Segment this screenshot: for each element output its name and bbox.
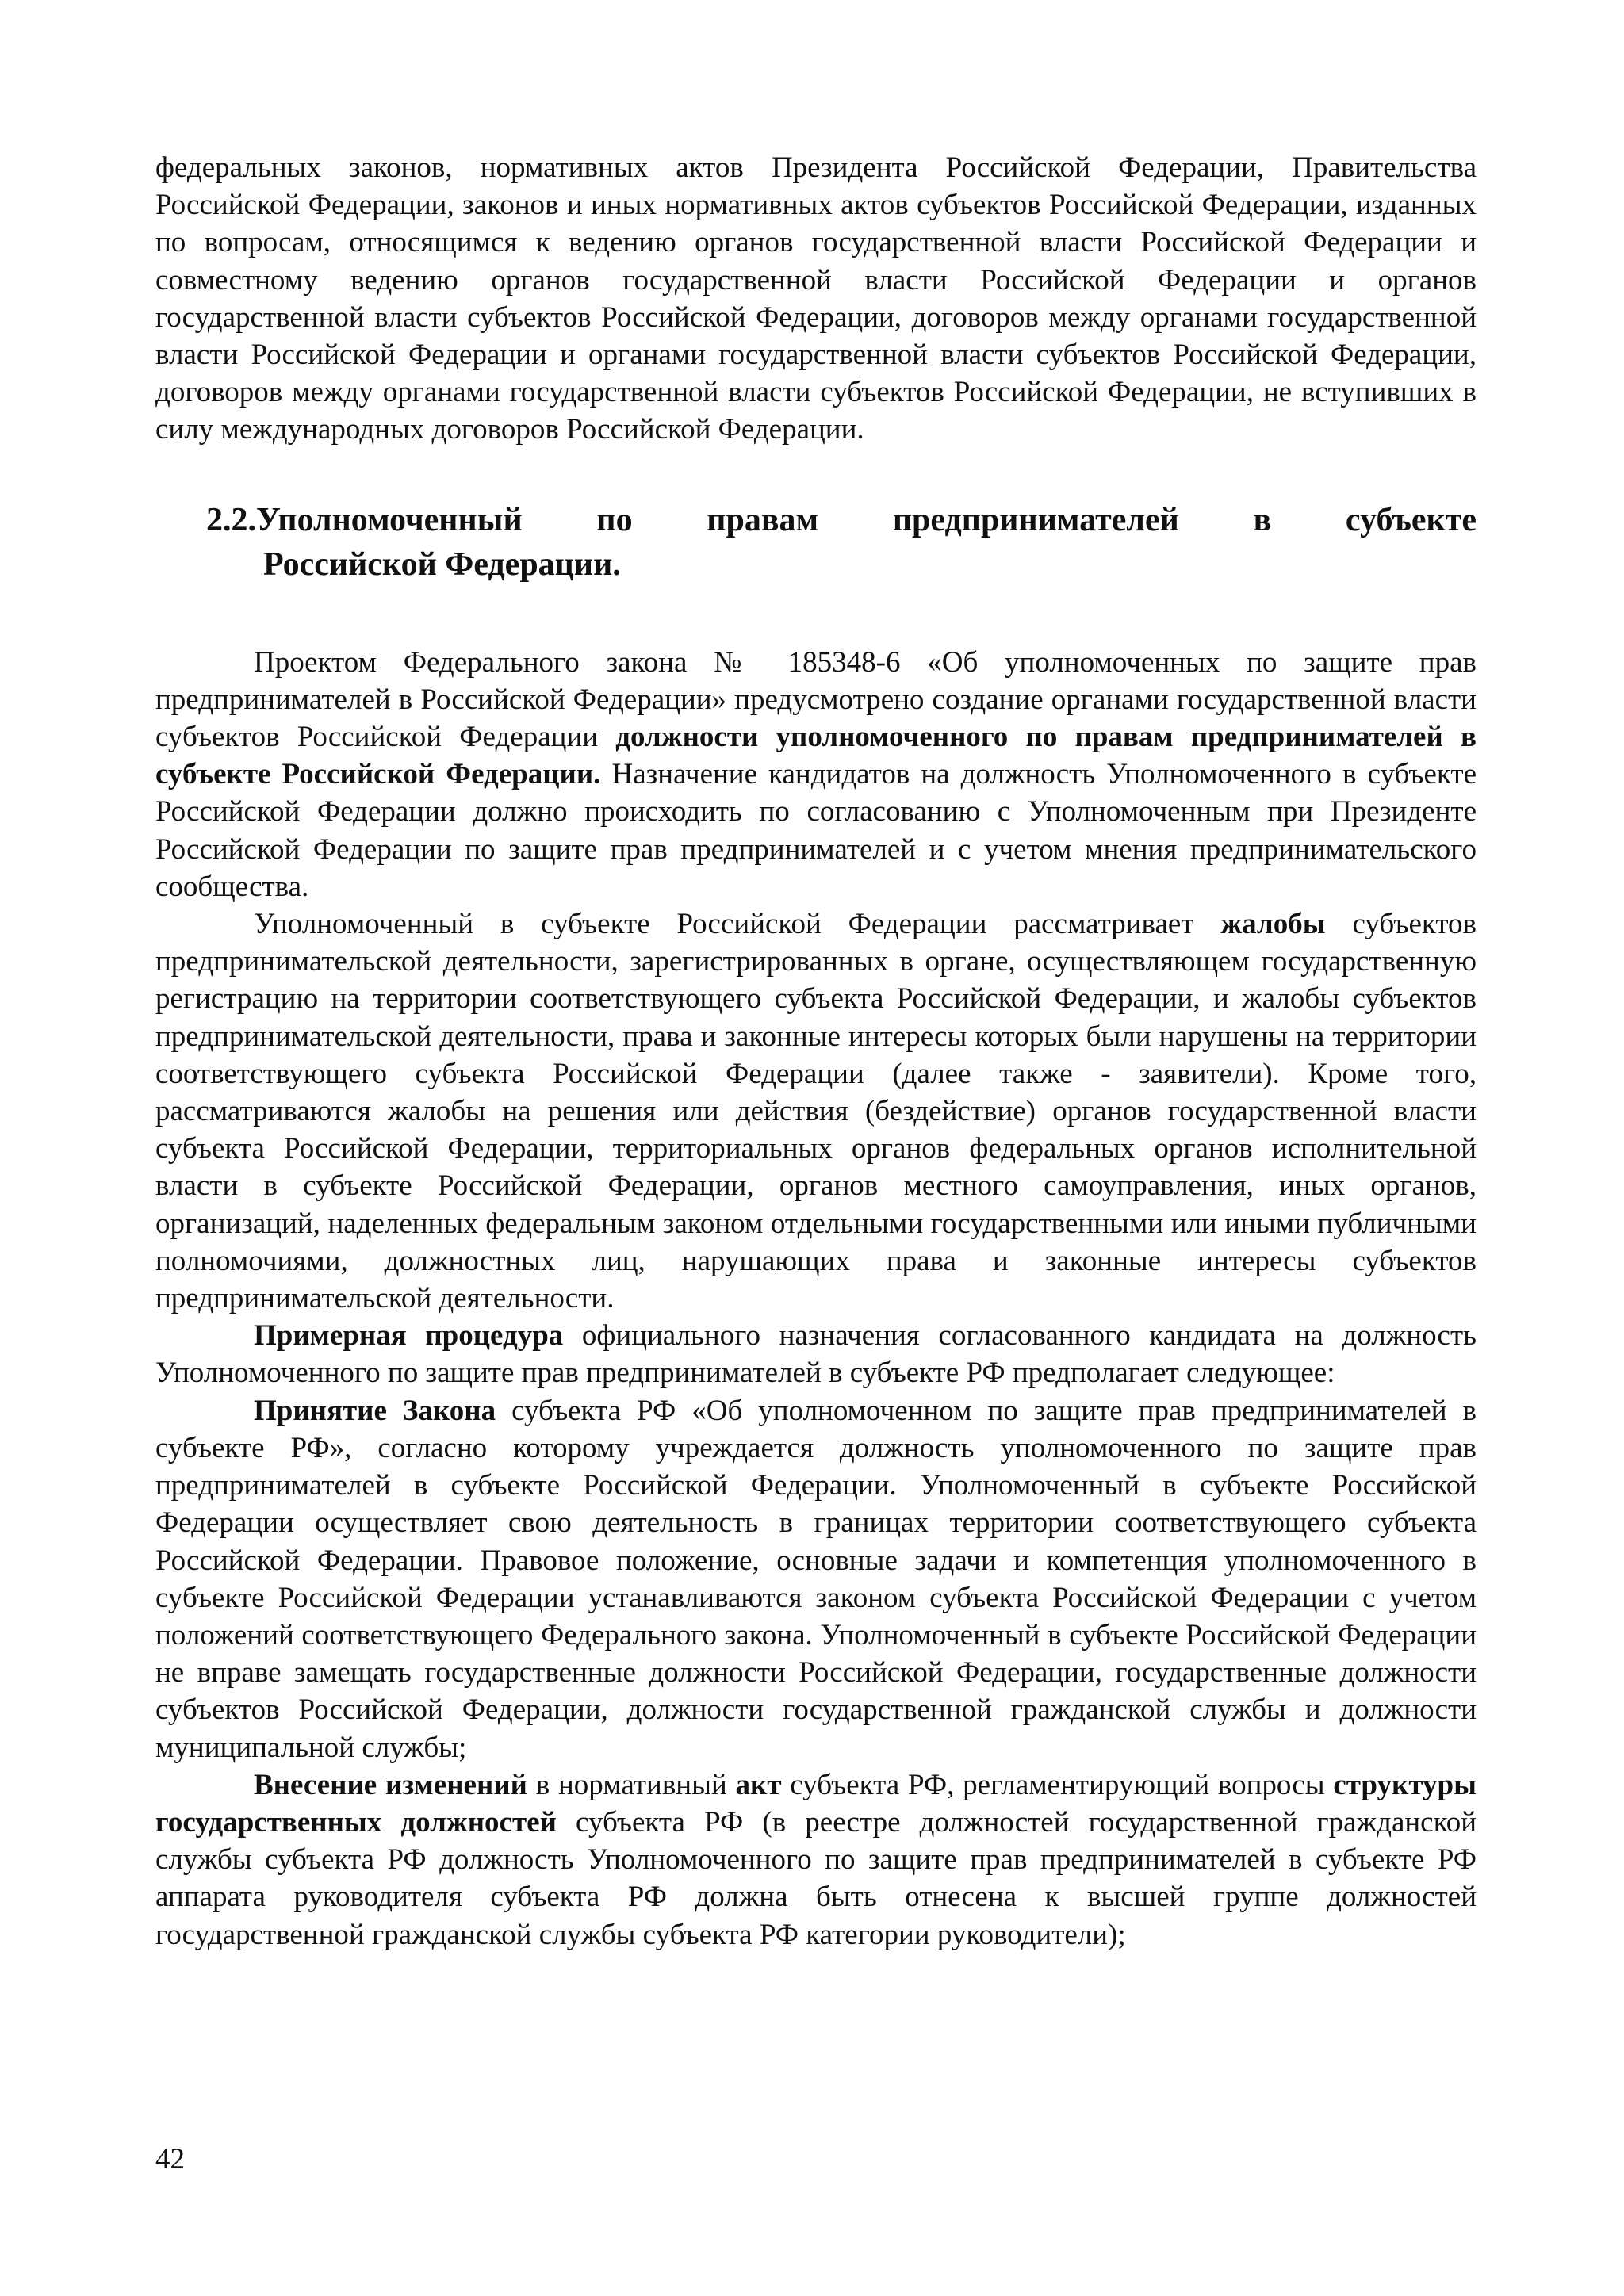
p3-bold1: Примерная процедура [254,1319,564,1353]
p1-text2: Назначение кандидатов на должность Уполномоченного в субъекте Российской Федерации должно происходить по согласованию с Уполномоченным при Президенте Российской Федерации по защите прав предпринимателей и с учетом мнения предпринимательского сообщества. [155,758,1477,903]
p2-bold1: жалобы [1220,908,1326,941]
paragraph-complaints [155,905,1477,1317]
paragraph-adoption-law [155,1392,1477,1766]
p5-bold3: структуры государственных должностей [155,1768,1477,1839]
section-title-line1: Уполномоченный по правам предпринимателей в субъекте [256,501,1477,538]
p5-bold1: Внесение изменений [254,1768,527,1801]
p5-text2: субъекта РФ, регламентирующий вопросы [781,1768,1334,1801]
p1-text1: Проектом Федерального закона № 185348-6 «Об уполномоченных по защите прав предпринимателей в Российской Федерации» предусмотрено создание органами государственной власти субъектов Российской Федерации [155,645,1477,754]
p2-text2: субъектов предпринимательской деятельности, зарегистрированных в органе, осуществляющем государственную регистрацию на территории соответствующего субъекта Российской Федерации, и жалобы субъектов предпринимательской деятельности, права и законные интересы которых были нарушены на территории соответствующего субъекта Российской Федерации (далее также - заявители). Кроме того, рассматриваются жалобы на решения или действия (бездействие) органов государственной власти субъекта Российской Федерации, территориальных органов федеральных органов исполнительной власти в субъекте Российской Федерации, органов местного самоуправления, иных органов, организаций, наделенных федеральным законом отдельными государственными или иными публичными полномочиями, должностных лиц, нарушающих права и законные интересы субъектов предпринимательской деятельности. [155,908,1477,1315]
section-heading-line1 [206,498,1477,542]
intro-paragraph: федеральных законов, нормативных актов Президента Российской Федерации, Правительства Российской Федерации, законов и иных нормативных актов субъектов Российской Федерации, изданных по вопросам, относящимся к ведению органов государственной власти Российской Федерации и совместному ведению органов государственной власти Российской Федерации и органов государственной власти субъектов Российской Федерации, договоров между органами государственной власти Российской Федерации и органами государственной власти субъектов Российской Федерации, договоров между органами государственной власти субъектов Российской Федерации, не вступивших в силу международных договоров Российской Федерации. [155,151,1477,446]
p3-text1: официального назначения согласованного кандидата на должность Уполномоченного по защите прав предпринимателей в субъекте РФ предполагает следующее: [155,1319,1477,1390]
p2-text1: Уполномоченный в субъекте Российской Федерации рассматривает [254,908,1221,941]
p5-text3: субъекта РФ (в реестре должностей государственной гражданской службы субъекта РФ должность Уполномоченного по защите прав предпринимателей в субъекте РФ аппарата руководителя субъекта РФ должна быть отнесена к высшей группе должностей государственной гражданской службы субъекта РФ категории руководители); [155,1805,1477,1951]
p5-text1: в нормативный [527,1768,736,1801]
section-heading [155,498,1477,587]
section-title-line2: Российской Федерации. [263,545,621,583]
p5-bold2: акт [735,1768,782,1801]
section-number: 2.2. [206,501,256,538]
paragraph-procedure [155,1317,1477,1391]
page-content [155,149,1477,1954]
p4-text1: субъекта РФ «Об уполномоченном по защите прав предпринимателей в субъекте РФ», согласно которому учреждается должность уполномоченного по защите прав предпринимателей в субъекте Российской Федерации. Уполномоченный в субъекте Российской Федерации осуществляет свою деятельность в границах территории соответствующего субъекта Российской Федерации. Правовое положение, основные задачи и компетенция уполномоченного в субъекте Российской Федерации устанавливаются законом субъекта Российской Федерации с учетом положений соответствующего Федерального закона. Уполномоченный в субъекте Российской Федерации не вправе замещать государственные должности Российской Федерации, государственные должности субъектов Российской Федерации, должности государственной гражданской службы и должности муниципальной службы; [155,1394,1477,1764]
p1-bold1: должности уполномоченного по правам предпринимателей в субъекте Российской Федерации. [155,721,1477,791]
paragraph-project-law [155,644,1477,905]
paragraph-amendments [155,1766,1477,1954]
page-number: 42 [155,2143,185,2175]
p4-bold1: Принятие Закона [254,1394,496,1427]
